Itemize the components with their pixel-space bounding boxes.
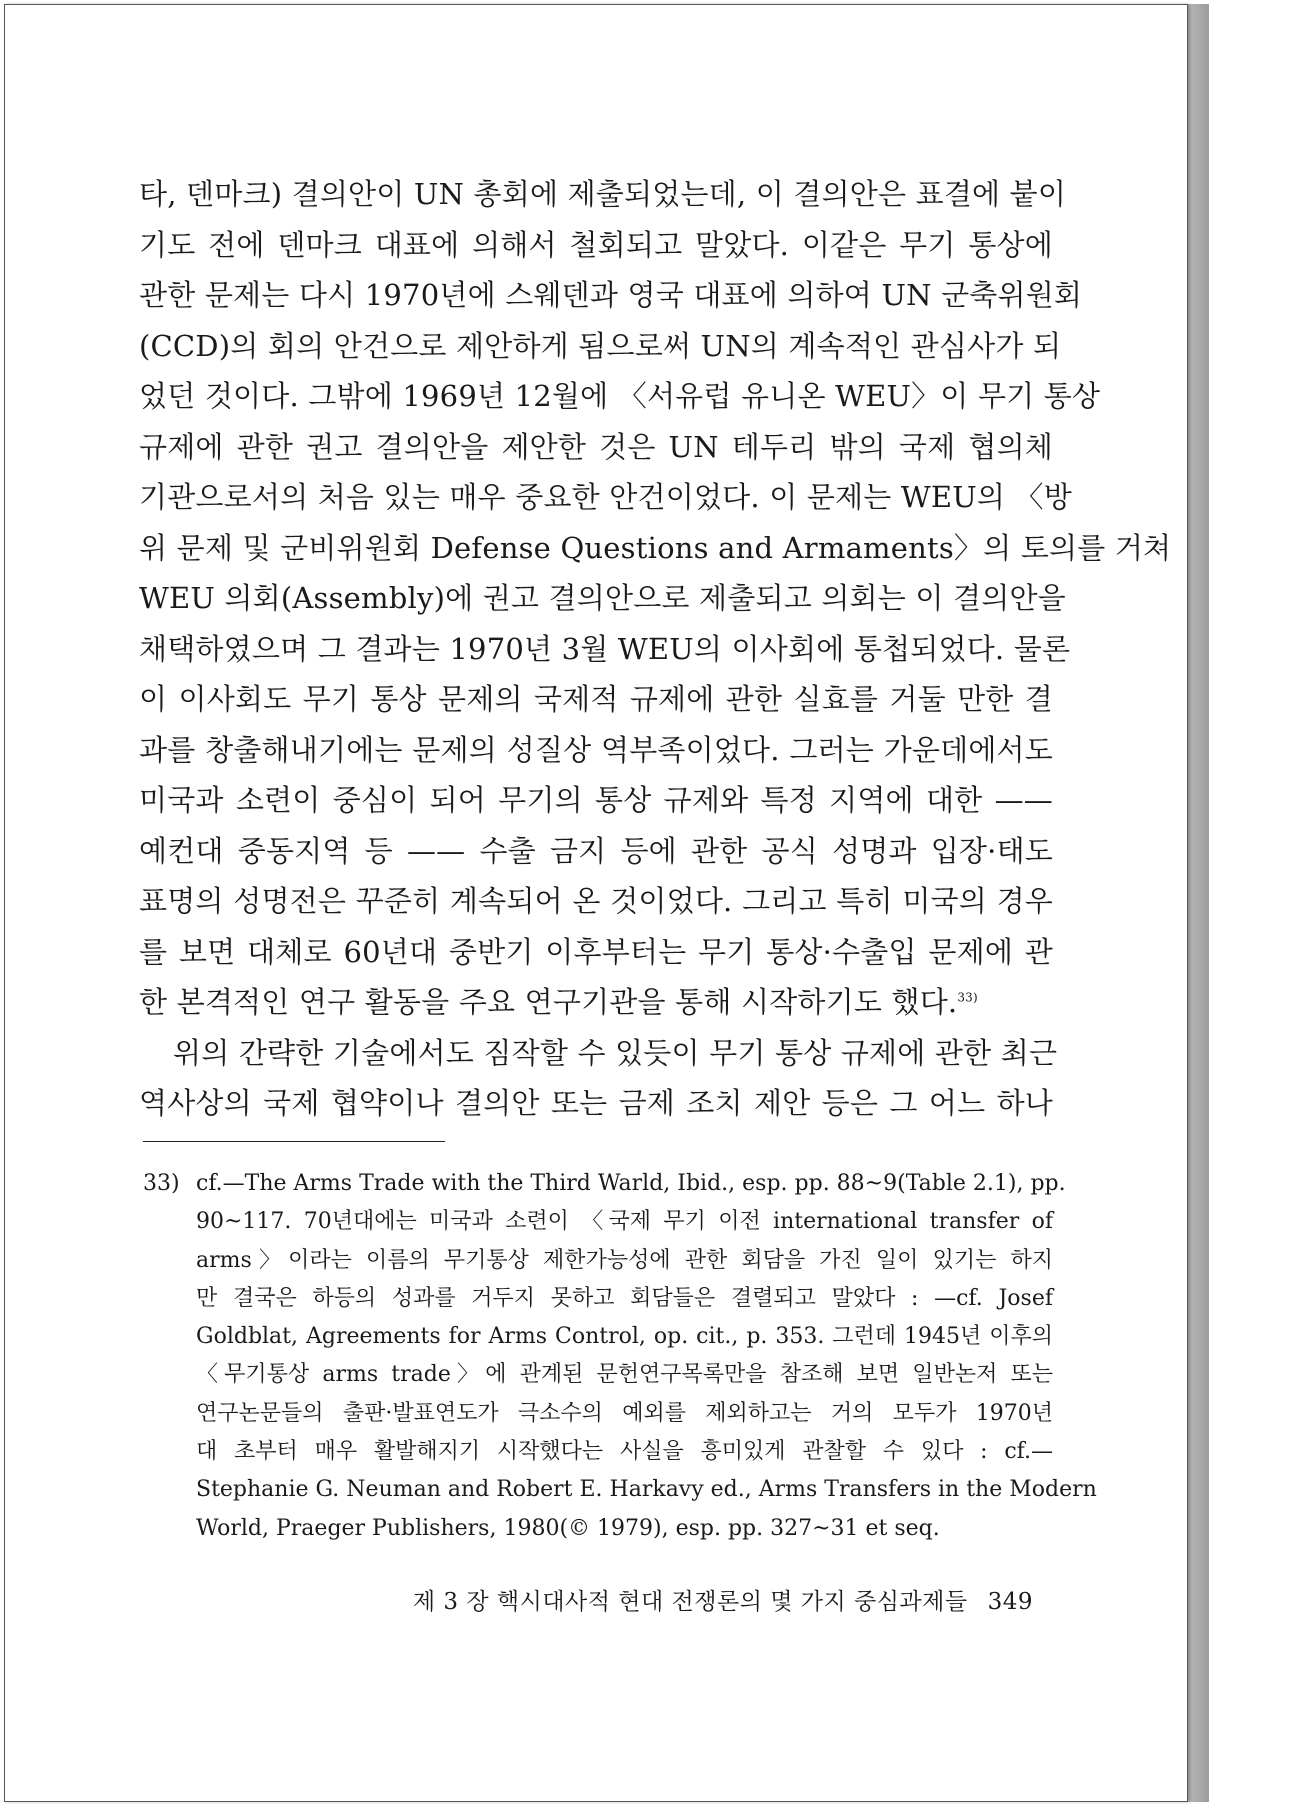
footnote-block <box>143 1165 1097 1548</box>
body-line: 관한 문제는 다시 1970년에 스웨덴과 영국 대표에 의하여 UN 군축위원회 <box>139 278 1083 312</box>
body-line: 규제에 관한 권고 결의안을 제안한 것은 UN 테두리 밖의 국제 협의체 <box>139 429 1053 464</box>
body-line: 기관으로서의 처음 있는 매우 중요한 안건이었다. 이 문제는 WEU의 〈방 <box>139 480 1072 514</box>
book-page <box>4 4 1188 1802</box>
body-line: 타, 덴마크) 결의안이 UN 총회에 제출되었는데, 이 결의안은 표결에 붙이 <box>139 177 1067 211</box>
footnote-line: 만 결국은 하등의 성과를 거두지 못하고 회담들은 결렬되고 말았다 : —cf. Josef <box>196 1285 1053 1311</box>
body-line: 역사상의 국제 협약이나 결의안 또는 금제 조치 제안 등은 그 어느 하나 <box>139 1086 1053 1120</box>
body-line: 를 보면 대체로 60년대 중반기 이후부터는 무기 통상·수출입 문제에 관 <box>139 934 1053 969</box>
footnote-line <box>143 1165 1066 1203</box>
body-line: 기도 전에 덴마크 대표에 의해서 철회되고 말았다. 이같은 무기 통상에 <box>139 227 1053 262</box>
footnote-line: 〈무기통상 arms trade〉에 관계된 문헌연구목록만을 참조해 보면 일반논저 또는 <box>196 1362 1053 1388</box>
footnote-line: 대 초부터 매우 활발해지기 시작했다는 사실을 흥미있게 관찰할 수 있다 : cf.— <box>196 1439 1053 1465</box>
body-line: 위 문제 및 군비위원회 Defense Questions and Armaments〉의 토의를 거쳐 <box>139 530 1172 565</box>
footnote-line: arms〉이라는 이름의 무기통상 제한가능성에 관한 회담을 가진 일이 있기는 하지 <box>196 1247 1053 1273</box>
body-line: 었던 것이다. 그밖에 1969년 12월에 〈서유럽 유니온 WEU〉이 무기 통상 <box>139 379 1101 413</box>
footnote-line-text: cf.—The Arms Trade with the Third Warld, Ibid., esp. pp. 88~9(Table 2.1), pp. <box>196 1171 1066 1196</box>
body-line-paragraph-start: 위의 간략한 기술에서도 짐작할 수 있듯이 무기 통상 규제에 관한 최근 <box>173 1035 1058 1070</box>
footnote-number: 33) <box>143 1171 180 1196</box>
footnote-separator <box>143 1141 445 1142</box>
body-line: 미국과 소련이 중심이 되어 무기의 통상 규제와 특정 지역에 대한 —— <box>139 783 1053 817</box>
body-line: 이 이사회도 무기 통상 문제의 국제적 규제에 관한 실효를 거둘 만한 결 <box>139 682 1053 716</box>
chapter-title: 제 3 장 핵시대사적 현대 전쟁론의 몇 가지 중심과제들 <box>412 1589 968 1615</box>
footnote-reference: 33) <box>957 990 978 1005</box>
body-line: 예컨대 중동지역 등 —— 수출 금지 등에 관한 공식 성명과 입장·태도 <box>139 833 1053 868</box>
footnote-line: Goldblat, Agreements for Arms Control, op. cit., p. 353. 그런데 1945년 이후의 <box>196 1324 1053 1350</box>
body-line: WEU 의회(Assembly)에 권고 결의안으로 제출되고 의회는 이 결의안을 <box>139 581 1066 615</box>
body-line-text: 한 본격적인 연구 활동을 주요 연구기관을 통해 시작하기도 했다. <box>139 985 958 1019</box>
page-number: 349 <box>987 1589 1033 1615</box>
footnote-line: World, Praeger Publishers, 1980(© 1979), esp. pp. 327~31 et seq. <box>196 1515 940 1541</box>
page-edge-shadow <box>1186 4 1209 1802</box>
body-line: 채택하였으며 그 결과는 1970년 3월 WEU의 이사회에 통첩되었다. 물론 <box>139 631 1071 666</box>
footnote-line: 연구논문들의 출판·발표연도가 극소수의 예외를 제외하고는 거의 모두가 1970년 <box>196 1400 1053 1426</box>
body-line <box>139 977 1053 1028</box>
footnote-line: 90~117. 70년대에는 미국과 소련이 〈국제 무기 이전 international transfer of <box>196 1209 1053 1235</box>
running-footer <box>365 1585 1033 1619</box>
body-text <box>139 169 1172 1129</box>
body-line: 과를 창출해내기에는 문제의 성질상 역부족이었다. 그러는 가운데에서도 <box>139 732 1053 767</box>
footnote-line: Stephanie G. Neuman and Robert E. Harkavy ed., Arms Transfers in the Modern <box>196 1477 1097 1503</box>
body-line: (CCD)의 회의 안건으로 제안하게 됨으로써 UN의 계속적인 관심사가 되 <box>139 328 1062 363</box>
body-line: 표명의 성명전은 꾸준히 계속되어 온 것이었다. 그리고 특히 미국의 경우 <box>139 884 1053 918</box>
